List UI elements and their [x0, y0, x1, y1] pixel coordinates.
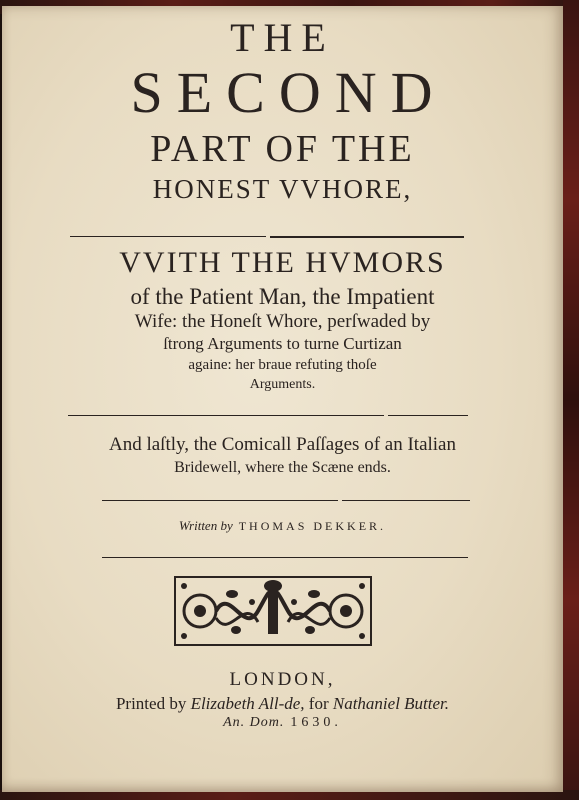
rule-divider	[342, 500, 470, 501]
subtitle-line-6: Arguments.	[249, 377, 316, 392]
rule-divider	[388, 415, 468, 416]
subtitle-line-5: againe: her braue refuting thoſe	[188, 357, 377, 373]
imprint-year: 1630.	[290, 715, 342, 730]
printer-name: Elizabeth All-de,	[190, 694, 305, 713]
title-line-second: SECOND	[130, 60, 447, 125]
anno-domini-label: An. Dom.	[223, 715, 285, 730]
rule-divider	[102, 557, 468, 558]
title-line-the: THE	[230, 15, 335, 60]
printed-by-label: Printed by	[115, 694, 187, 713]
printers-ornament-icon	[172, 574, 374, 648]
title-line-honest: HONEST VVHORE,	[152, 174, 413, 204]
subtitle-line-4: ſtrong Arguments to turne Curtizan	[163, 334, 402, 353]
rule-divider	[70, 236, 266, 237]
imprint-city: LONDON,	[229, 669, 336, 690]
lastly-line-2: Bridewell, where the Scæne ends.	[174, 459, 391, 476]
subtitle-line-2: of the Patient Man, the Impatient	[130, 284, 435, 309]
title-page	[2, 6, 563, 792]
rule-divider	[102, 500, 338, 501]
subtitle-line-1: VVITH THE HVMORS	[119, 246, 446, 279]
author-line	[2, 518, 563, 534]
rule-divider	[270, 236, 464, 238]
lastly-line-1: And laſtly, the Comicall Paſſages of an Italian	[108, 434, 456, 455]
for-word: for	[308, 694, 329, 713]
imprint-date-line	[2, 714, 563, 732]
rule-divider	[68, 415, 384, 416]
author-name: THOMAS DEKKER.	[238, 519, 387, 533]
written-by-label: Written by	[178, 518, 233, 533]
title-line-part: PART OF THE	[150, 128, 415, 170]
binding-edge-right	[563, 0, 579, 800]
imprint-printer-line	[2, 694, 563, 714]
bookseller-name: Nathaniel Butter.	[332, 694, 450, 713]
subtitle-line-3: Wife: the Honeſt Whore, perſwaded by	[134, 311, 431, 332]
